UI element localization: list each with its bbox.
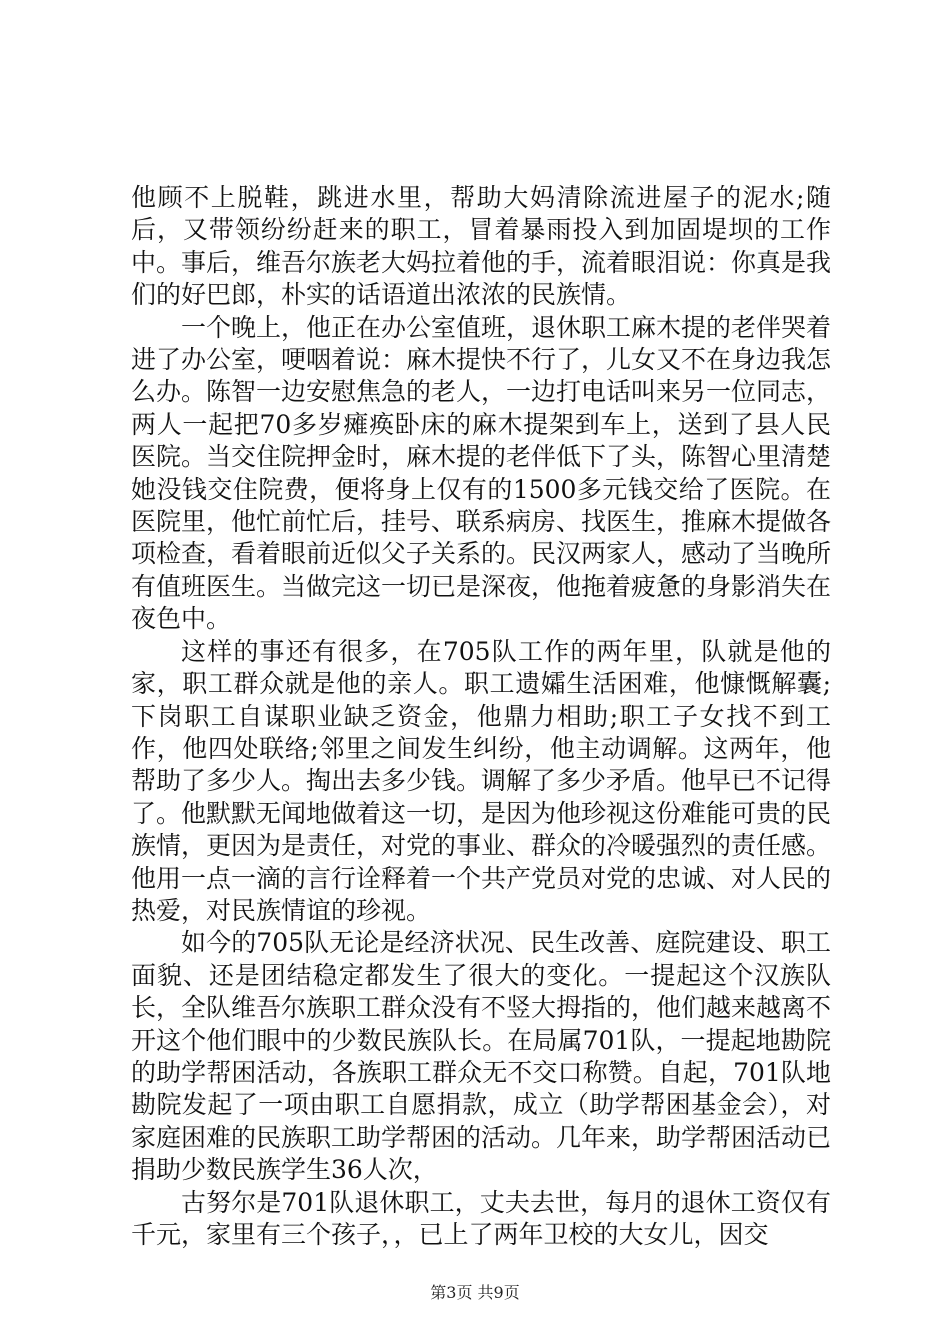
paragraph-5: 古努尔是701队退休职工，丈夫去世，每月的退休工资仅有千元，家里有三个孩子，，已上了两年卫校的大女儿，因交 bbox=[131, 1187, 831, 1249]
paragraph-3: 这样的事还有很多，在705队工作的两年里，队就是他的家，职工群众就是他的亲人。职工遗孀生活困难，他慷慨解囊;下岗职工自谋职业缺乏资金，他鼎力相助;职工子女找不到工作，他四处联络;邻里之间发生纠纷，他主动调解。这两年，他帮助了多少人。掏出去多少钱。调解了多少矛盾。他早已不记得了。他默默无闻地做着这一切，是因为他珍视这份难能可贵的民族情，更因为是责任，对党的事业、群众的冷暖强烈的责任感。他用一点一滴的言行诠释着一个共产党员对党的忠诚、对人民的热爱，对民族情谊的珍视。 bbox=[131, 636, 832, 925]
paragraph-1: 他顾不上脱鞋，跳进水里，帮助大妈清除流进屋子的泥水;随后，又带领纷纷赶来的职工，冒着暴雨投入到加固堤坝的工作中。事后，维吾尔族老大妈拉着他的手，流着眼泪说：你真是我们的好巴郎，朴实的话语道出浓浓的民族情。 bbox=[131, 183, 832, 310]
page-number-footer: 第3页 共9页 bbox=[430, 1283, 520, 1302]
paragraph-4: 如今的705队无论是经济状况、民生改善、庭院建设、职工面貌、还是团结稳定都发生了很大的变化。一提起这个汉族队长，全队维吾尔族职工群众没有不竖大拇指的，他们越来越离不开这个他们眼中的少数民族队长。在局属701队，一提起地勘院的助学帮困活动，各族职工群众无不交口称赞。自起，701队地勘院发起了一项由职工自愿捐款，成立（助学帮困基金会），对家庭困难的民族职工助学帮困的活动。几年来，助学帮困活动已捐助少数民族学生36人次， bbox=[131, 928, 832, 1185]
paragraph-2: 一个晚上，他正在办公室值班，退休职工麻木提的老伴哭着进了办公室，哽咽着说：麻木提快不行了，儿女又不在身边我怎么办。陈智一边安慰焦急的老人，一边打电话叫来另一位同志，两人一起把70多岁瘫痪卧床的麻木提架到车上，送到了县人民医院。当交住院押金时，麻木提的老伴低下了头，陈智心里清楚她没钱交住院费，便将身上仅有的1500多元钱交给了医院。在医院里，他忙前忙后，挂号、联系病房、找医生，推麻木提做各项检查，看着眼前近似父子关系的。民汉两家人，感动了当晚所有值班医生。当做完这一切已是深夜，他拖着疲惫的身影消失在夜色中。 bbox=[131, 312, 832, 634]
body-text bbox=[131, 182, 831, 1251]
